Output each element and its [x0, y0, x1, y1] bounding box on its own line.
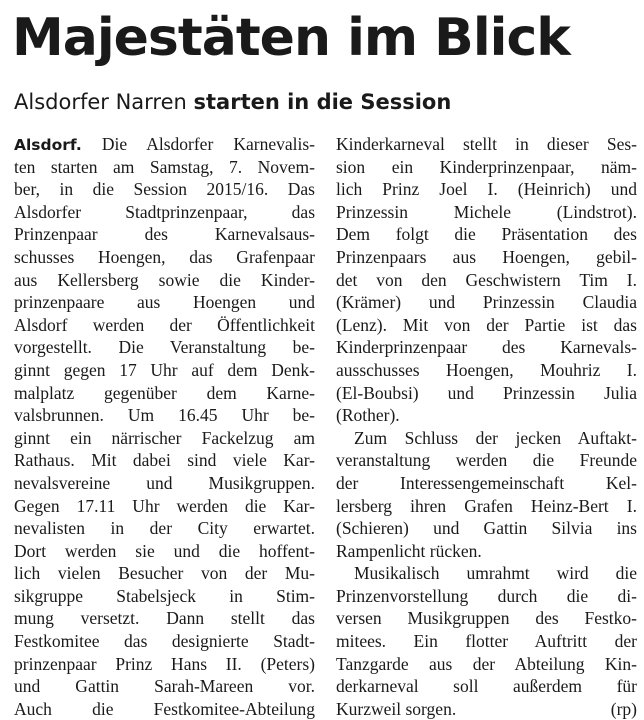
article-line: (Rother).: [336, 405, 400, 426]
article-line: Auch die Festkomitee-Abteilung: [14, 698, 315, 719]
article-line: Musikalisch umrahmt wird die: [354, 563, 637, 584]
article-line: ten starten am Samstag, 7. Novem-: [14, 156, 315, 177]
article-line: veranstaltung werden die Freunde: [336, 450, 637, 471]
article-line: (Lenz). Mit von der Partie ist das: [336, 314, 637, 335]
article-line: Prinzenpaars aus Hoengen, gebil-: [336, 246, 637, 267]
article-line: vorgestellt. Die Veranstaltung be-: [14, 337, 315, 358]
article-line: prinzenpaar Prinz Hans II. (Peters): [14, 653, 315, 674]
article-line: Alsdorfer Stadtprinzenpaar, das: [14, 201, 315, 222]
article-line: versen Musikgruppen des Festko-: [336, 608, 637, 629]
article-line: Dem folgt die Präsentation des: [336, 224, 637, 245]
article-line: Gegen 17.11 Uhr werden die Kar-: [14, 495, 315, 516]
article-line: der Interessengemeinschaft Kel-: [336, 472, 637, 493]
article-line: ginnt gegen 17 Uhr auf dem Denk-: [14, 359, 315, 380]
subheadline-bold: starten in die Session: [193, 90, 452, 114]
article-line: Kinderkarneval stellt in dieser Ses-: [336, 134, 637, 154]
article-line: Zum Schluss der jecken Auftakt-: [354, 427, 637, 448]
article-line: schusses Hoengen, das Grafenpaar: [14, 246, 315, 267]
article-line: aus Kellersberg sowie die Kinder-: [14, 269, 315, 290]
headline: Majestäten im Blick: [12, 8, 570, 68]
article-line: mung versetzt. Dann stellt das: [14, 608, 315, 629]
article-line: und Gattin Sarah-Mareen vor.: [14, 676, 315, 697]
article-line: (El-Boubsi) und Prinzessin Julia: [336, 382, 637, 403]
article-line: mitees. Ein flotter Auftritt der: [336, 631, 637, 652]
article-line: (Schieren) und Gattin Silvia ins: [336, 518, 637, 539]
article-line: Dort werden sie und die hoffent-: [14, 540, 315, 561]
article-line: nevalisten in der City erwartet.: [14, 518, 315, 539]
article-line: ginnt ein närrischer Fackelzug am: [14, 427, 315, 448]
article-line-text: Die Alsdorfer Karnevalis-: [81, 134, 315, 154]
article-line: Prinzessin Michele (Lindstrot).: [336, 201, 637, 222]
article-line: Prinzenpaar des Karnevalsaus-: [14, 224, 315, 245]
article-line: sion ein Kinderprinzenpaar, näm-: [336, 156, 637, 177]
article-line: Kinderprinzenpaar des Karnevals-: [336, 337, 637, 358]
article-line: Rathaus. Mit dabei sind viele Kar-: [14, 450, 315, 471]
subheadline: [14, 86, 451, 118]
article-line: ber, in die Session 2015/16. Das: [14, 179, 315, 200]
article-line: Rampenlicht rücken.: [336, 540, 482, 561]
article-line: derkarneval soll außerdem für: [336, 676, 637, 697]
article-line: ausschusses Hoengen, Mouhriz I.: [336, 359, 637, 380]
article-line: det von den Geschwistern Tim I.: [336, 269, 637, 290]
article-line: prinzenpaare aus Hoengen und: [14, 292, 315, 313]
dateline: Alsdorf.: [14, 136, 82, 154]
article-line: Festkomitee das designierte Stadt-: [14, 631, 315, 652]
article-line: Prinzenvorstellung durch die di-: [336, 585, 637, 606]
article-line: malplatz gegenüber dem Karne-: [14, 382, 315, 403]
author-signature: (rp): [610, 698, 637, 719]
article-column-left: [14, 133, 315, 720]
article-line: nevalsvereine und Musikgruppen.: [14, 472, 315, 493]
article-line: sikgruppe Stabelsjeck in Stim-: [14, 585, 315, 606]
article-line-text: Kurzweil sorgen.: [336, 698, 457, 719]
article-column-right: [336, 133, 637, 720]
article-line: [14, 133, 315, 156]
article-line: lich Prinz Joel I. (Heinrich) und: [336, 179, 637, 200]
article-line: (Krämer) und Prinzessin Claudia: [336, 292, 637, 313]
article-line: Alsdorf werden der Öffentlichkeit: [14, 314, 315, 335]
article-line: lersberg ihren Grafen Heinz-Bert I.: [336, 495, 637, 516]
article-line: valsbrunnen. Um 16.45 Uhr be-: [14, 405, 315, 426]
article-line: lich vielen Besucher von der Mu-: [14, 563, 315, 584]
article-line: Tanzgarde aus der Abteilung Kin-: [336, 653, 637, 674]
subheadline-plain: Alsdorfer Narren: [14, 90, 194, 114]
